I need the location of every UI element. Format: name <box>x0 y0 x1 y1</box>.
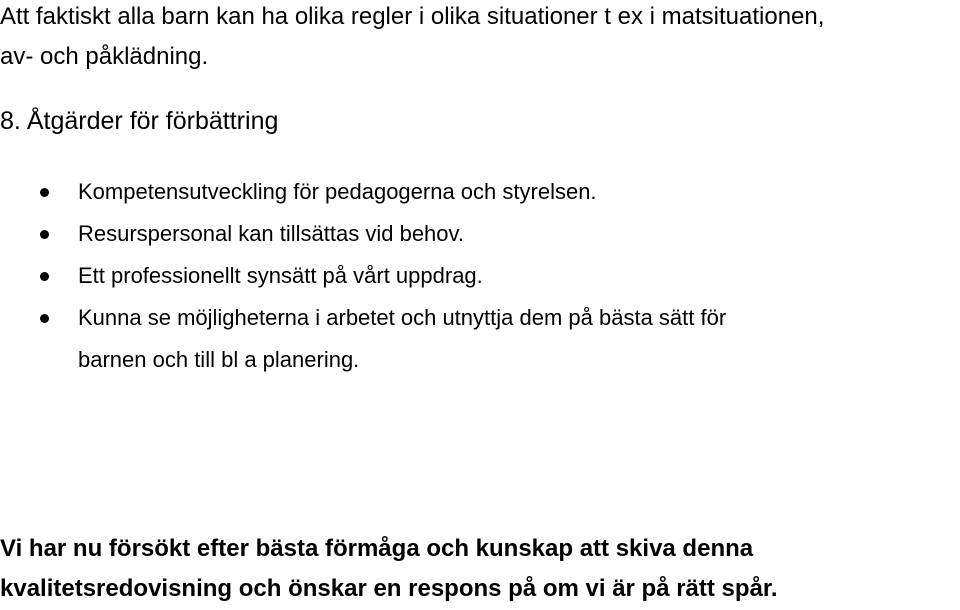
closing-text-line-1: Vi har nu försökt efter bästa förmåga och kunskap att skiva denna <box>0 535 754 562</box>
list-item-text: Kompetensutveckling för pedagogerna och styrelsen. <box>78 179 597 204</box>
intro-text-line-1: Att faktiskt alla barn kan ha olika regler i olika situationer t ex i matsituationen, <box>0 3 825 30</box>
intro-text-line-2: av- och påklädning. <box>0 43 209 70</box>
list-item <box>0 297 726 381</box>
bullet-icon <box>40 272 49 281</box>
section-title: Åtgärder för förbättring <box>26 107 279 135</box>
list-item-text: Ett professionellt synsätt på vårt uppdrag. <box>78 263 483 288</box>
section-number: 8. <box>0 107 21 135</box>
bullet-icon <box>40 188 49 197</box>
list-item <box>0 255 726 297</box>
list-item <box>0 171 726 213</box>
section-heading <box>0 106 278 136</box>
list-item-text: Resurspersonal kan tillsättas vid behov. <box>78 221 465 246</box>
bullet-icon <box>40 314 49 323</box>
bullet-icon <box>40 230 49 239</box>
list-item <box>0 213 726 255</box>
list-item-text: Kunna se möjligheterna i arbetet och utnyttja dem på bästa sätt för <box>78 305 727 330</box>
list-item-text-continuation: barnen och till bl a planering. <box>78 347 360 372</box>
improvement-list <box>0 171 726 381</box>
closing-text-line-2: kvalitetsredovisning och önskar en respons på om vi är på rätt spår. <box>0 575 778 602</box>
